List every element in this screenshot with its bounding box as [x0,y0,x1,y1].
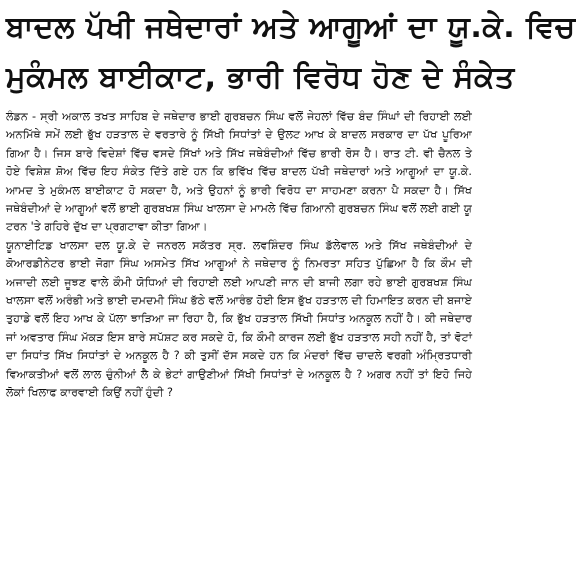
article-body [6,108,472,403]
headline-line-2: ਮੁਕੰਮਲ ਬਾਈਕਾਟ, ਭਾਰੀ ਵਿਰੋਧ ਹੋਣ ਦੇ ਸੰਕੇਤ [6,60,515,95]
article-paragraph-1: ਲੰਡਨ - ਸ੍ਰੀ ਅਕਾਲ ਤਖਤ ਸਾਹਿਬ ਦੇ ਜਥੇਦਾਰ ਭਾਈ ਗੁਰਬਚਨ ਸਿੰਘ ਵਲੋਂ ਜੇਹਲਾਂ ਵਿੱਚ ਬੰਦ ਸਿੰਘਾਂ ਦੀ ਰਿਹਾਈ ਲਈ ਅਨਮਿੱਥੇ ਸਮੇਂ ਲਈ ਭੁੱਖ ਹੜਤਾਲ ਦੇ ਵਰਤਾਰੇ ਨੂੰ ਸਿੱਖੀ ਸਿਧਾਂਤਾਂ ਦੇ ਉਲਟ ਆਖ ਕੇ ਬਾਦਲ ਸਰਕਾਰ ਦਾ ਪੱਖ ਪੂਰਿਆ ਗਿਆ ਹੈ। ਜਿਸ ਬਾਰੇ ਵਿਦੇਸ਼ਾਂ ਵਿੱਚ ਵਸਦੇ ਸਿੱਖਾਂ ਅਤੇ ਸਿੱਖ ਜਥੇਬੰਦੀਆਂ ਵਿੱਚ ਭਾਰੀ ਰੋਸ ਹੈ। ਰਾਤ ਟੀ. ਵੀ ਚੈਨਲ ਤੇ ਹੋਏ ਵਿਸ਼ੇਸ਼ ਸ਼ੋਅ ਵਿੱਚ ਇਹ ਸੰਕੇਤ ਦਿੱਤੇ ਗਏ ਹਨ ਕਿ ਭਵਿੱਖ ਵਿੱਚ ਬਾਦਲ ਪੱਖੀ ਜਥੇਦਾਰਾਂ ਅਤੇ ਆਗੂਆਂ ਦਾ ਯੂ.ਕੇ. ਆਮਦ ਤੇ ਮੁਕੰਮਲ ਬਾਈਕਾਟ ਹੋ ਸਕਦਾ ਹੈ, ਅਤੇ ਉਹਨਾਂ ਨੂੰ ਭਾਰੀ ਵਿਰੋਧ ਦਾ ਸਾਹਮਣਾ ਕਰਨਾ ਪੈ ਸਕਦਾ ਹੈ। ਸਿੱਖ ਜਥੇਬੰਦੀਆਂ ਦੇ ਆਗੂਆਂ ਵਲੋਂ ਭਾਈ ਗੁਰਬਖਸ਼ ਸਿੰਘ ਖਾਲਸਾ ਦੇ ਮਾਮਲੇ ਵਿੱਚ ਗਿਆਨੀ ਗੁਰਬਚਨ ਸਿੰਘ ਵਲੋਂ ਲਈ ਗਈ ਯੂ ਟਰਨ 'ਤੇ ਗਹਿਰੇ ਦੁੱਖ ਦਾ ਪ੍ਰਗਟਾਵਾ ਕੀਤਾ ਗਿਆ। [6,110,472,234]
headline-line-1: ਬਾਦਲ ਪੱਖੀ ਜਥੇਦਾਰਾਂ ਅਤੇ ਆਗੂਆਂ ਦਾ ਯੂ.ਕੇ. ਵਿਚ [6,10,576,45]
article-headline [6,4,576,102]
article-paragraph-2: ਯੂਨਾਈਟਿਡ ਖਾਲਸਾ ਦਲ ਯੂ.ਕੇ ਦੇ ਜਨਰਲ ਸਕੱਤਰ ਸ੍ਰ. ਲਵਸ਼ਿੰਦਰ ਸਿੰਘ ਡੱਲੇਵਾਲ ਅਤੇ ਸਿੱਖ ਜਥੇਬੰਦੀਆਂ ਦੇ ਕੋਆਰਡੀਨੇਟਰ ਭਾਈ ਜੋਗਾ ਸਿੰਘ ਅਸਮੇਤ ਸਿੱਖ ਆਗੂਆਂ ਨੇ ਜਥੇਦਾਰ ਨੂੰ ਨਿਮਰਤਾ ਸਹਿਤ ਪੁੱਛਿਆ ਹੈ ਕਿ ਕੌਮ ਦੀ ਅਜਾਦੀ ਲਈ ਜੂਝਣ ਵਾਲੇ ਕੌਮੀ ਯੋਧਿਆਂ ਦੀ ਰਿਹਾਈ ਲਈ ਆਪਣੀ ਜਾਨ ਦੀ ਬਾਜੀ ਲਗਾ ਰਹੇ ਭਾਈ ਗੁਰਬਖਸ਼ ਸਿੰਘ ਖਾਲਸਾ ਵਲੋਂ ਅਰੰਭੀ ਅਤੇ ਭਾਈ ਦਮਦਮੀ ਸਿੰਘ ਭੱਠੇ ਵਲੋਂ ਆਰੰਭ ਹੋਈ ਇਸ ਭੁੱਖ ਹੜਤਾਲ ਦੀ ਹਿਮਾਇਤ ਕਰਨ ਦੀ ਬਜਾਏ ਤੁਹਾਡੇ ਵਲੋਂ ਇਹ ਆਖ ਕੇ ਪੱਲਾ ਝਾੜਿਆ ਜਾ ਰਿਹਾ ਹੈ, ਕਿ ਭੁੱਖ ਹੜਤਾਲ ਸਿੱਖੀ ਸਿਧਾਂਤ ਅਨਕੂਲ ਨਹੀਂ ਹੈ। ਕੀ ਜਥੇਦਾਰ ਜਾਂ ਅਵਤਾਰ ਸਿੰਘ ਮੱਕੜ ਇਸ ਬਾਰੇ ਸਪੱਸ਼ਟ ਕਰ ਸਕਦੇ ਹੋ, ਕਿ ਕੌਮੀ ਕਾਰਜ ਲਈ ਭੁੱਖ ਹੜਤਾਲ ਸਹੀ ਨਹੀਂ ਹੈ, ਤਾਂ ਵੋਟਾਂ ਦਾ ਸਿਧਾਂਤ ਸਿੱਖ ਸਿਧਾਂਤਾਂ ਦੇ ਅਨਕੂਲ ਹੈ ? ਕੀ ਤੁਸੀਂ ਦੱਸ ਸਕਦੇ ਹਨ ਕਿ ਮੰਦਰਾਂ ਵਿੱਚ ਚਾਦਲੇ ਵਰਗੀ ਅੰਮ੍ਰਿਤਧਾਰੀ ਵਿਆਕਤੀਆਂ ਵਲੋਂ ਲਾਲ ਚੁੰਨੀਆਂ ਲੈ ਕੇ ਭੇਟਾਂ ਗਾਉਣੀਆਂ ਸਿੱਖੀ ਸਿਧਾਂਤਾਂ ਦੇ ਅਨਕੂਲ ਹੈ ? ਅਗਰ ਨਹੀਂ ਤਾਂ ਇਹੋ ਜਿਹੇ ਲੋਕਾਂ ਖਿਲਾਫ ਕਾਰਵਾਈ ਕਿਉਂ ਨਹੀਂ ਹੁੰਦੀ ? [6,238,472,400]
